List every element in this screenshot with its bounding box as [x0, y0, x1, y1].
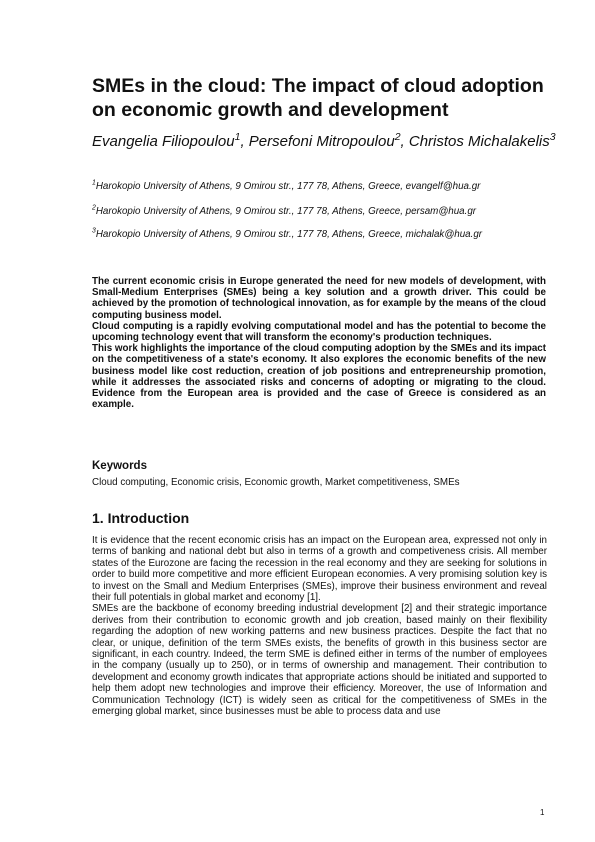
- author-2: , Persefoni Mitropoulou: [240, 133, 395, 150]
- paper-title: SMEs in the cloud: The impact of cloud adoption on economic growth and development: [92, 75, 544, 121]
- affiliation-2-sup: 2: [92, 204, 96, 212]
- author-list: [92, 132, 562, 151]
- abstract: [92, 276, 546, 410]
- author-3-sup: 3: [549, 131, 556, 143]
- abstract-paragraph: Cloud computing is a rapidly evolving computational model and has the potential to become the upcoming technology event that will transform the economy's production techniques.: [92, 320, 546, 344]
- keywords-text: Cloud computing, Economic crisis, Economic growth, Market competitiveness, SMEs: [92, 477, 460, 488]
- section-heading-introduction: 1. Introduction: [92, 510, 190, 526]
- author-1-sup: 1: [234, 131, 241, 143]
- author-3: , Christos Michalakelis: [400, 133, 550, 150]
- page-number: 1: [540, 808, 545, 817]
- affiliation-2: [92, 206, 562, 218]
- body-paragraph: SMEs are the backbone of economy breeding industrial development [2] and their strategic importance derives from their contribution to economic growth and job creation, based mainly on their flexibility regarding the adoption of new working patterns and new business practices. Despite the fact that no clear, or unique, definition of the term SMEs exists, the benefits of growth in this business sector are significant, in each country. Indeed, the term SME is defined either in terms of the number of employees in the company (usually up to 250), or in terms of ownership and management. Their contribution to development and economy growth indicates that appropriate actions should be initiated and supported to help them adopt new technologies and improve their efficiency. Moreover, the use of Information and Communication Technology (ICT) is widely seen as critical for the competitiveness of SMEs in the emerging global market, since businesses must be able to process data and use: [92, 603, 547, 718]
- affiliation-3-text: Harokopio University of Athens, 9 Omirou str., 177 78, Athens, Greece, michalak@hua.gr: [95, 229, 483, 240]
- body-paragraph: It is evidence that the recent economic crisis has an impact on the European area, expressed not only in terms of banking and national debt but also in terms of a growth and competiveness crisis. All member states of the Eurozone are facing the recession in the real economy and they are seeking for solutions in order to build more competitive and more efficient European economies. A very promising solution key is to invest on the Small and Medium Enterprises (SMEs), improve their business environment and reveal their full potentials in global market and economy [1].: [92, 535, 547, 604]
- abstract-paragraph: This work highlights the importance of the cloud computing adoption by the SMEs and its impact on the competitiveness of a state's economy. It also explores the economic benefits of the new business model like cost reduction, creation of job positions and entrepreneurship promotion, while it addresses the associated risks and concerns of adopting or migrating to the cloud. Evidence from the European area is provided and the case of Greece is considered as an example.: [92, 343, 546, 411]
- author-2-sup: 2: [394, 131, 401, 143]
- affiliation-1: [92, 181, 562, 193]
- keywords-heading: Keywords: [92, 460, 147, 472]
- author-1: Evangelia Filiopoulou: [92, 133, 235, 150]
- affiliation-2-text: Harokopio University of Athens, 9 Omirou str., 177 78, Athens, Greece, persam@hua.gr: [95, 206, 477, 217]
- affiliation-3: [92, 229, 562, 241]
- abstract-paragraph: The current economic crisis in Europe generated the need for new models of development, with Small-Medium Enterprises (SMEs) being a key solution and a growth driver. This could be achieved by the promotion of technological innovation, as for example by the means of the cloud computing business model.: [92, 276, 546, 321]
- affiliation-3-sup: 3: [92, 227, 96, 235]
- affiliation-1-text: Harokopio University of Athens, 9 Omirou str., 177 78, Athens, Greece, evangelf@hua.gr: [95, 181, 481, 192]
- introduction-body: [92, 535, 547, 718]
- affiliation-1-sup: 1: [92, 179, 96, 187]
